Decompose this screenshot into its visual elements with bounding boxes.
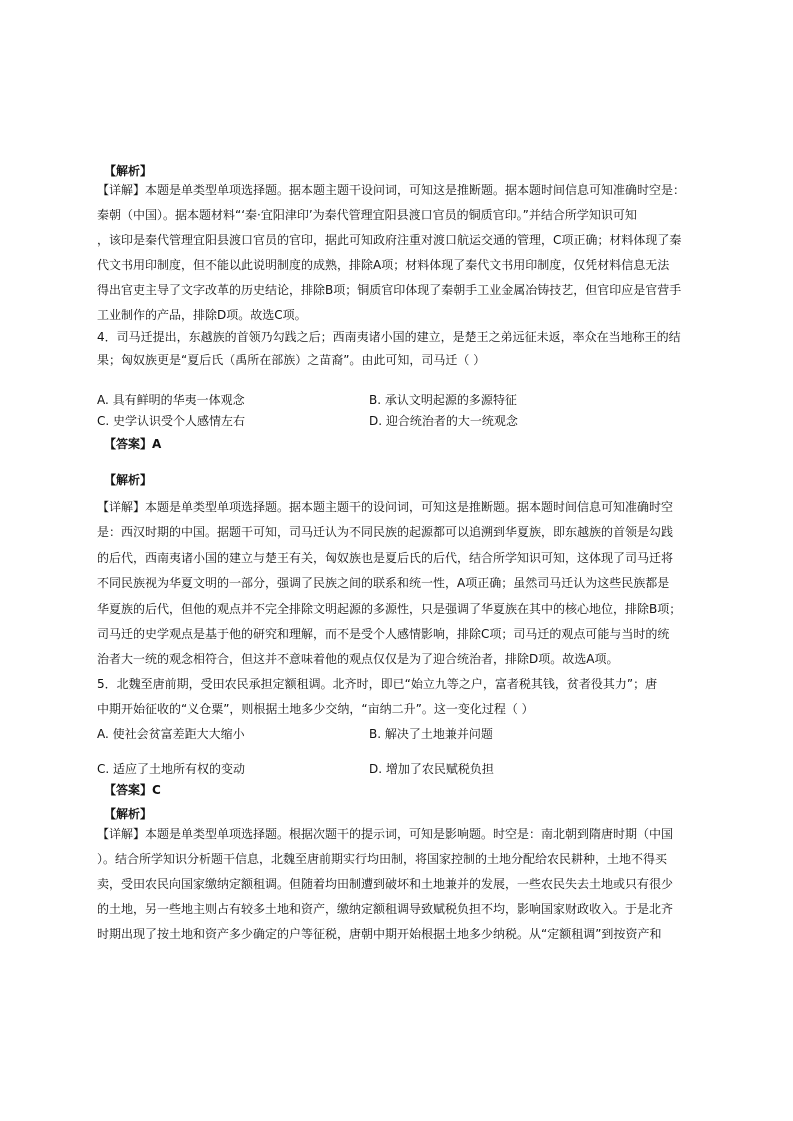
text-line: 工业制作的产品，排除D项。故选C项。	[97, 308, 307, 322]
text-line: ）。结合所学知识分析题干信息，北魏至唐前期实行均田制，将国家控制的土地分配给农民耕种，土地不得买	[97, 852, 668, 866]
text-line: 卖，受田农民向国家缴纳定额租调。但随着均田制遭到破坏和土地兼并的发展，一些农民失去土地或只有很少	[97, 877, 674, 891]
text-line: 代文书用印制度，但不能以此说明制度的成熟，排除A项；材料体现了秦代文书用印制度，仅凭材料信息无法	[97, 258, 670, 272]
option-d: D. 迎合统治者的大一统观念	[369, 414, 518, 428]
option-a: A. 使社会贫富差距大大缩小	[97, 727, 245, 741]
text-line: 是：西汉时期的中国。据题干可知，司马迁认为不同民族的起源都可以追溯到华夏族，即东越族的首领是勾践	[97, 525, 674, 539]
text-line: ，该印是秦代管理宜阳县渡口官员的官印，据此可知政府注重对渡口航运交通的管理，C项正确；材料体现了秦	[97, 233, 682, 247]
analysis-label: 【解析】	[104, 164, 153, 178]
option-c: C. 适应了土地所有权的变动	[97, 762, 246, 776]
text-line: 的土地，另一些地主则占有较多土地和资产，缴纳定额租调导致赋税负担不均，影响国家财政收入。于是北齐	[97, 902, 674, 916]
text-line: 【详解】本题是单类型单项选择题。据本题主题干设问词，可知这是推断题。据本题时间信息可知准确时空是：	[97, 183, 686, 197]
text-line: 得出官吏主导了文字改革的历史结论，排除B项；铜质官印体现了秦朝手工业金属冶铸技艺，但官印应是官营手	[97, 283, 682, 297]
option-d: D. 增加了农民赋税负担	[369, 762, 494, 776]
question-4-text: 果；匈奴族更是“夏后氏（禹所在部族）之苗裔”。由此可知，司马迁（ ）	[97, 353, 486, 367]
text-line: 不同民族视为华夏文明的一部分，强调了民族之间的联系和统一性，A项正确；虽然司马迁认为这些民族都是	[97, 576, 670, 590]
option-b: B. 承认文明起源的多源特征	[369, 393, 517, 407]
text-line: 秦朝（中国）。据本题材料“‘秦·宜阳津印’为秦代管理宜阳县渡口官员的铜质官印。”并结合所学知识可知	[97, 208, 637, 222]
option-c: C. 史学认识受个人感情左右	[97, 414, 246, 428]
answer-label: 【答案】C	[104, 783, 161, 797]
answer-label: 【答案】A	[104, 437, 162, 451]
text-line: 治者大一统的观念相符合，但这并不意味着他的观点仅仅是为了迎合统治者，排除D项。故选A项。	[97, 652, 619, 666]
text-line: 【详解】本题是单类型单项选择题。据本题主题干的设问词，可知这是推断题。据本题时间信息可知准确时空	[97, 500, 674, 514]
question-4-text: 4．司马迁提出，东越族的首领乃勾践之后；西南夷诸小国的建立，是楚王之弟远征未返，率众在当地称王的结	[97, 330, 681, 344]
text-line: 的后代，西南夷诸小国的建立与楚王有关，匈奴族也是夏后氏的后代，结合所学知识可知，这体现了司马迁将	[97, 551, 674, 565]
text-line: 时期出现了按土地和资产多少确定的户等征税，唐朝中期开始根据土地多少纳税。从“定额租调”到按资产和	[97, 927, 662, 941]
analysis-label: 【解析】	[104, 473, 153, 487]
question-5-text: 中期开始征收的“义仓粟”，则根据土地多少交纳，“亩纳二升”。这一变化过程（ ）	[97, 702, 534, 716]
option-b: B. 解决了土地兼并问题	[369, 727, 493, 741]
question-5-text: 5．北魏至唐前期，受田农民承担定额租调。北齐时，即已“始立九等之户，富者税其钱，贫者役其力”；唐	[97, 677, 658, 691]
text-line: 华夏族的后代，但他的观点并不完全排除文明起源的多源性，只是强调了华夏族在其中的核心地位，排除B项；	[97, 602, 682, 616]
text-line: 【详解】本题是单类型单项选择题。根据次题干的提示词，可知是影响题。时空是：南北朝到隋唐时期（中国	[97, 827, 674, 841]
text-line: 司马迁的史学观点是基于他的研究和理解，而不是受个人感情影响，排除C项；司马迁的观点可能与当时的统	[97, 627, 670, 641]
analysis-label: 【解析】	[104, 807, 153, 821]
option-a: A. 具有鲜明的华夷一体观念	[97, 393, 245, 407]
